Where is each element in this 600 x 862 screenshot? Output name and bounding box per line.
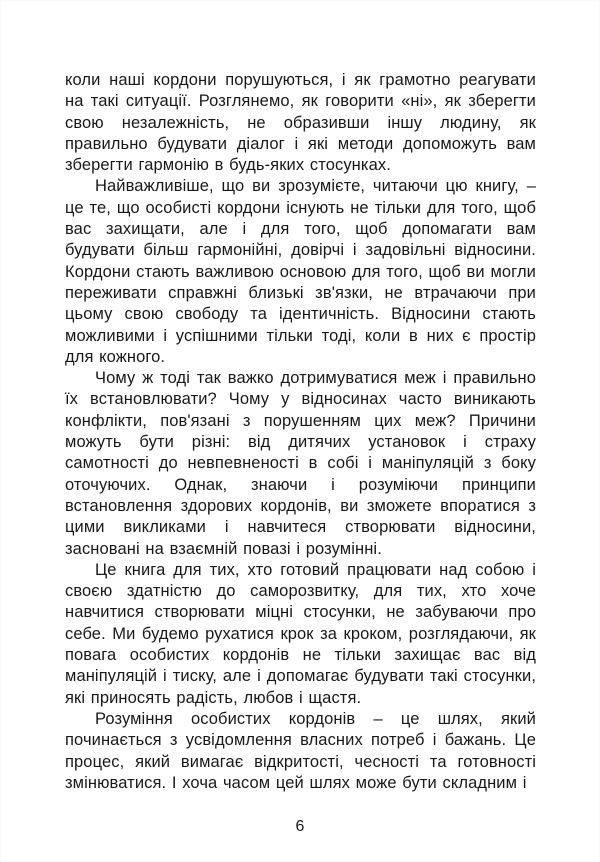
page-text: [65, 70, 536, 794]
paragraph: Чому ж тоді так важко дотримуватися меж і правильно їх встановлювати? Чому у відносинах часто виникають конфлікти, пов'язані з порушенням цих меж? Причини можуть бути різні: від дитячих установок і страху самотності до невпевненості в собі і маніпуляцій з боку оточуючих. Однак, знаючи і розуміючи принципи встановлення здорових кордонів, ви зможете впоратися з цими викликами і навчитеся створювати відносини, засновані на взаємній повазі і розумінні.: [65, 369, 536, 558]
paragraph: Це книга для тих, хто готовий працювати над собою і своєю здатністю до саморозвитку, для тих, хто хоче навчитися створювати міцні стосунки, не забуваючи про себе. Ми будемо рухатися крок за кроком, розглядаючи, як повага особистих кордонів не тільки захищає вас від маніпуляцій і тиску, але і допомагає будувати такі стосунки, які приносять радість, любов і щастя.: [65, 560, 536, 707]
paragraph: Розуміння особистих кордонів – це шлях, який починається з усвідомлення власних потреб і бажань. Це процес, який вимагає відкритості, чесності та готовності змінюватися. І хоча часом цей шлях може бути складним і: [65, 709, 536, 792]
paragraph: Найважливіше, що ви зрозумієте, читаючи цю книгу, – це те, що особисті кордони існують не тільки для того, щоб вас захищати, але і для того, щоб допомагати вам будувати більш гармонійні, довірчі і задовільні відносини. Кордони стають важливою основою для того, щоб ви могли переживати справжні близькі зв'язки, не втрачаючи при цьому свою свободу та ідентичність. Відносини стають можливими і успішними тільки тоді, коли в них є простір для кожного.: [65, 177, 536, 366]
paragraph: коли наші кордони порушуються, і як грамотно реагувати на такі ситуації. Розглянемо, як говорити «ні», як зберегти свою незалежність, не образивши іншу людину, як правильно будувати діалог і які методи допоможуть вам зберегти гармонію в будь-яких стосунках.: [65, 71, 536, 175]
page-number: 6: [295, 818, 305, 835]
